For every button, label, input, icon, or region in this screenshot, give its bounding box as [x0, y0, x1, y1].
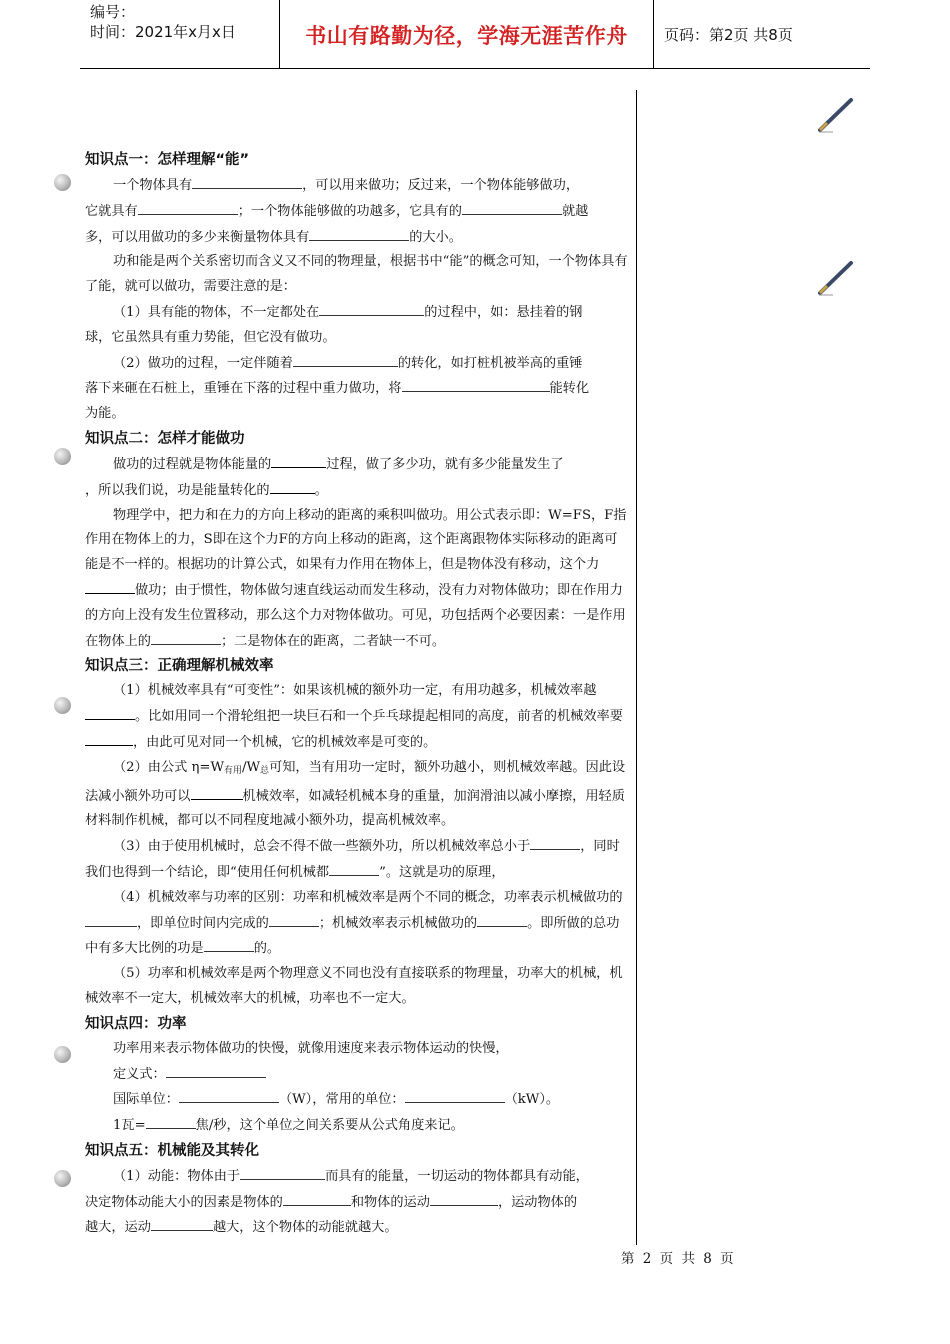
paragraph: 国际单位： （W），常用的单位： （kW）。	[85, 1087, 630, 1113]
paragraph: 越大，运动 越大，这个物体的动能就越大。	[85, 1215, 630, 1241]
paragraph: （2）做功的过程，一定伴随着 的转化，如打桩机被举高的重锤	[85, 351, 630, 377]
paragraph: （1）动能：物体由于 而具有的能量，一切运动的物体都具有动能，	[85, 1164, 630, 1190]
paragraph: 功和能是两个关系密切而含义又不同的物理量，根据书中“能”的概念可知，一个物体具有了能，就可以做功，需要注意的是：	[85, 254, 628, 295]
paragraph: 1瓦= 焦/秒，这个单位之间关系要从公式角度来记。	[85, 1113, 630, 1139]
blank	[138, 199, 238, 215]
blank	[151, 629, 221, 645]
blank	[179, 1087, 279, 1103]
blank	[269, 911, 319, 927]
page-header	[80, 0, 870, 69]
paragraph: 定义式：	[85, 1062, 630, 1088]
blank	[166, 1062, 266, 1078]
blank	[85, 730, 133, 746]
blank	[192, 173, 302, 189]
blank	[270, 478, 315, 494]
paragraph: 物理学中，把力和在力的方向上移动的距离的乘积叫做功。用公式表示即：W=FS，F指作用在物体上的力，S即在这个力F的方向上移动的距离，这个距离跟物体实际移动的距离可能是不一样的。根据功的计算公式，如果有力作用在物体上，但是物体没有移动，这个力做功；由于惯性，物体做匀速直线运动而发生移动，没有力对物体做功；即在作用力的方向上没有发生位置移动，那么这个力对物体做功。可见，功包括两个必要因素：一是作用在物体上的 ；二是物体在的距离，二者缺一不可。	[85, 507, 627, 649]
paragraph: 落下来砸在石桩上，重锤在下落的过程中重力做功，将 能转化	[85, 376, 630, 402]
section-title: 知识点四：功率	[85, 1015, 187, 1032]
blank	[146, 1113, 196, 1129]
paragraph: （1）具有能的物体，不一定都处在 的过程中，如：悬挂着的钢	[85, 300, 630, 326]
bullet-icon	[54, 697, 71, 714]
paragraph: 做功的过程就是物体能量的 过程，做了多少功，就有多少能量发生了	[85, 452, 630, 478]
blank	[204, 936, 254, 952]
blank	[85, 911, 137, 927]
blank	[462, 199, 562, 215]
blank	[191, 784, 243, 800]
margin-rule	[636, 90, 637, 1245]
paragraph: （3）由于使用机械时，总会不得不做一些额外功，所以机械效率总小于 ，同时我们也得到一个结论，即“使用任何机械都 ”。这就是功的原理，	[85, 834, 630, 886]
blank	[85, 578, 135, 594]
time-label: 时间：2021年x月x日	[90, 23, 236, 41]
blank	[293, 351, 398, 367]
paragraph: 决定物体动能大小的因素是物体的 和物体的运动 ，运动物体的	[85, 1190, 630, 1216]
blank	[405, 1087, 505, 1103]
paragraph: 一个物体具有 ，可以用来做功；反过来，一个物体能够做功，	[85, 173, 630, 199]
blank	[402, 376, 550, 392]
section-title: 知识点一：怎样理解“能”	[85, 152, 250, 168]
bullet-icon	[54, 448, 71, 465]
blank	[309, 225, 409, 241]
blank	[151, 1215, 213, 1231]
document-body	[85, 148, 630, 1241]
section-title: 知识点二：怎样才能做功	[85, 430, 245, 447]
blank	[283, 1190, 351, 1206]
pen-icon	[815, 258, 855, 298]
section-title: 知识点三：正确理解机械效率	[85, 658, 274, 675]
number-label: 编号：	[90, 3, 136, 21]
paragraph: 它就具有 ；一个物体能够做的功越多，它具有的 就越	[85, 199, 630, 225]
blank	[85, 704, 135, 720]
blank	[530, 834, 580, 850]
page-footer: 第 2 页 共 8 页	[621, 1251, 736, 1267]
header-page-info: 页码：第2页 共8页	[664, 26, 793, 44]
blank	[329, 860, 379, 876]
paragraph: 多，可以用做功的多少来衡量物体具有 的大小。	[85, 225, 630, 251]
section-title: 知识点五：机械能及其转化	[85, 1142, 259, 1159]
header-meta	[90, 2, 236, 42]
paragraph: （4）机械效率与功率的区别：功率和机械效率是两个不同的概念，功率表示机械做功的，即单位时间内完成的 ；机械效率表示机械做功的 。即所做的总功中有多大比例的功是 的。	[85, 889, 623, 957]
bullet-icon	[54, 1046, 71, 1063]
paragraph: 球，它虽然具有重力势能，但它没有做功。	[85, 329, 336, 345]
blank	[240, 1164, 325, 1180]
paragraph: （5）功率和机械效率是两个物理意义不同也没有直接联系的物理量，功率大的机械，机械效率不一定大，机械效率大的机械，功率也不一定大。	[85, 966, 623, 1006]
paragraph: （2）由公式 $\eta=W_{有用}/W_总$可知，当有用功一定时，额外功越小，则机械效率越。因此设法减小额外功可以 机械效率，如减轻机械本身的重量，加润滑油以减小摩擦，用轻质材料制作机械，都可以不同程度地减小额外功，提高机械效率。	[85, 759, 626, 829]
blank	[430, 1190, 498, 1206]
blank	[271, 452, 326, 468]
paragraph: （1）机械效率具有“可变性”：如果该机械的额外功一定，有用功越多，机械效率越。比如用同一个滑轮组把一块巨石和一个乒乓球提起相同的高度，前者的机械效率要，由此可见对同一个机械，它的机械效率是可变的。	[85, 679, 630, 755]
header-divider	[653, 0, 654, 68]
paragraph: 功率用来表示物体做功的快慢，就像用速度来表示物体运动的快慢，	[113, 1040, 509, 1056]
bullet-icon	[54, 174, 71, 191]
bullet-icon	[54, 1170, 71, 1187]
pen-icon	[815, 95, 855, 135]
paragraph: ，所以我们说，功是能量转化的 。	[85, 478, 630, 504]
header-motto: 书山有路勤为径，学海无涯苦作舟	[305, 24, 628, 48]
blank	[319, 300, 424, 316]
blank	[477, 911, 527, 927]
paragraph: 为能。	[85, 406, 125, 422]
